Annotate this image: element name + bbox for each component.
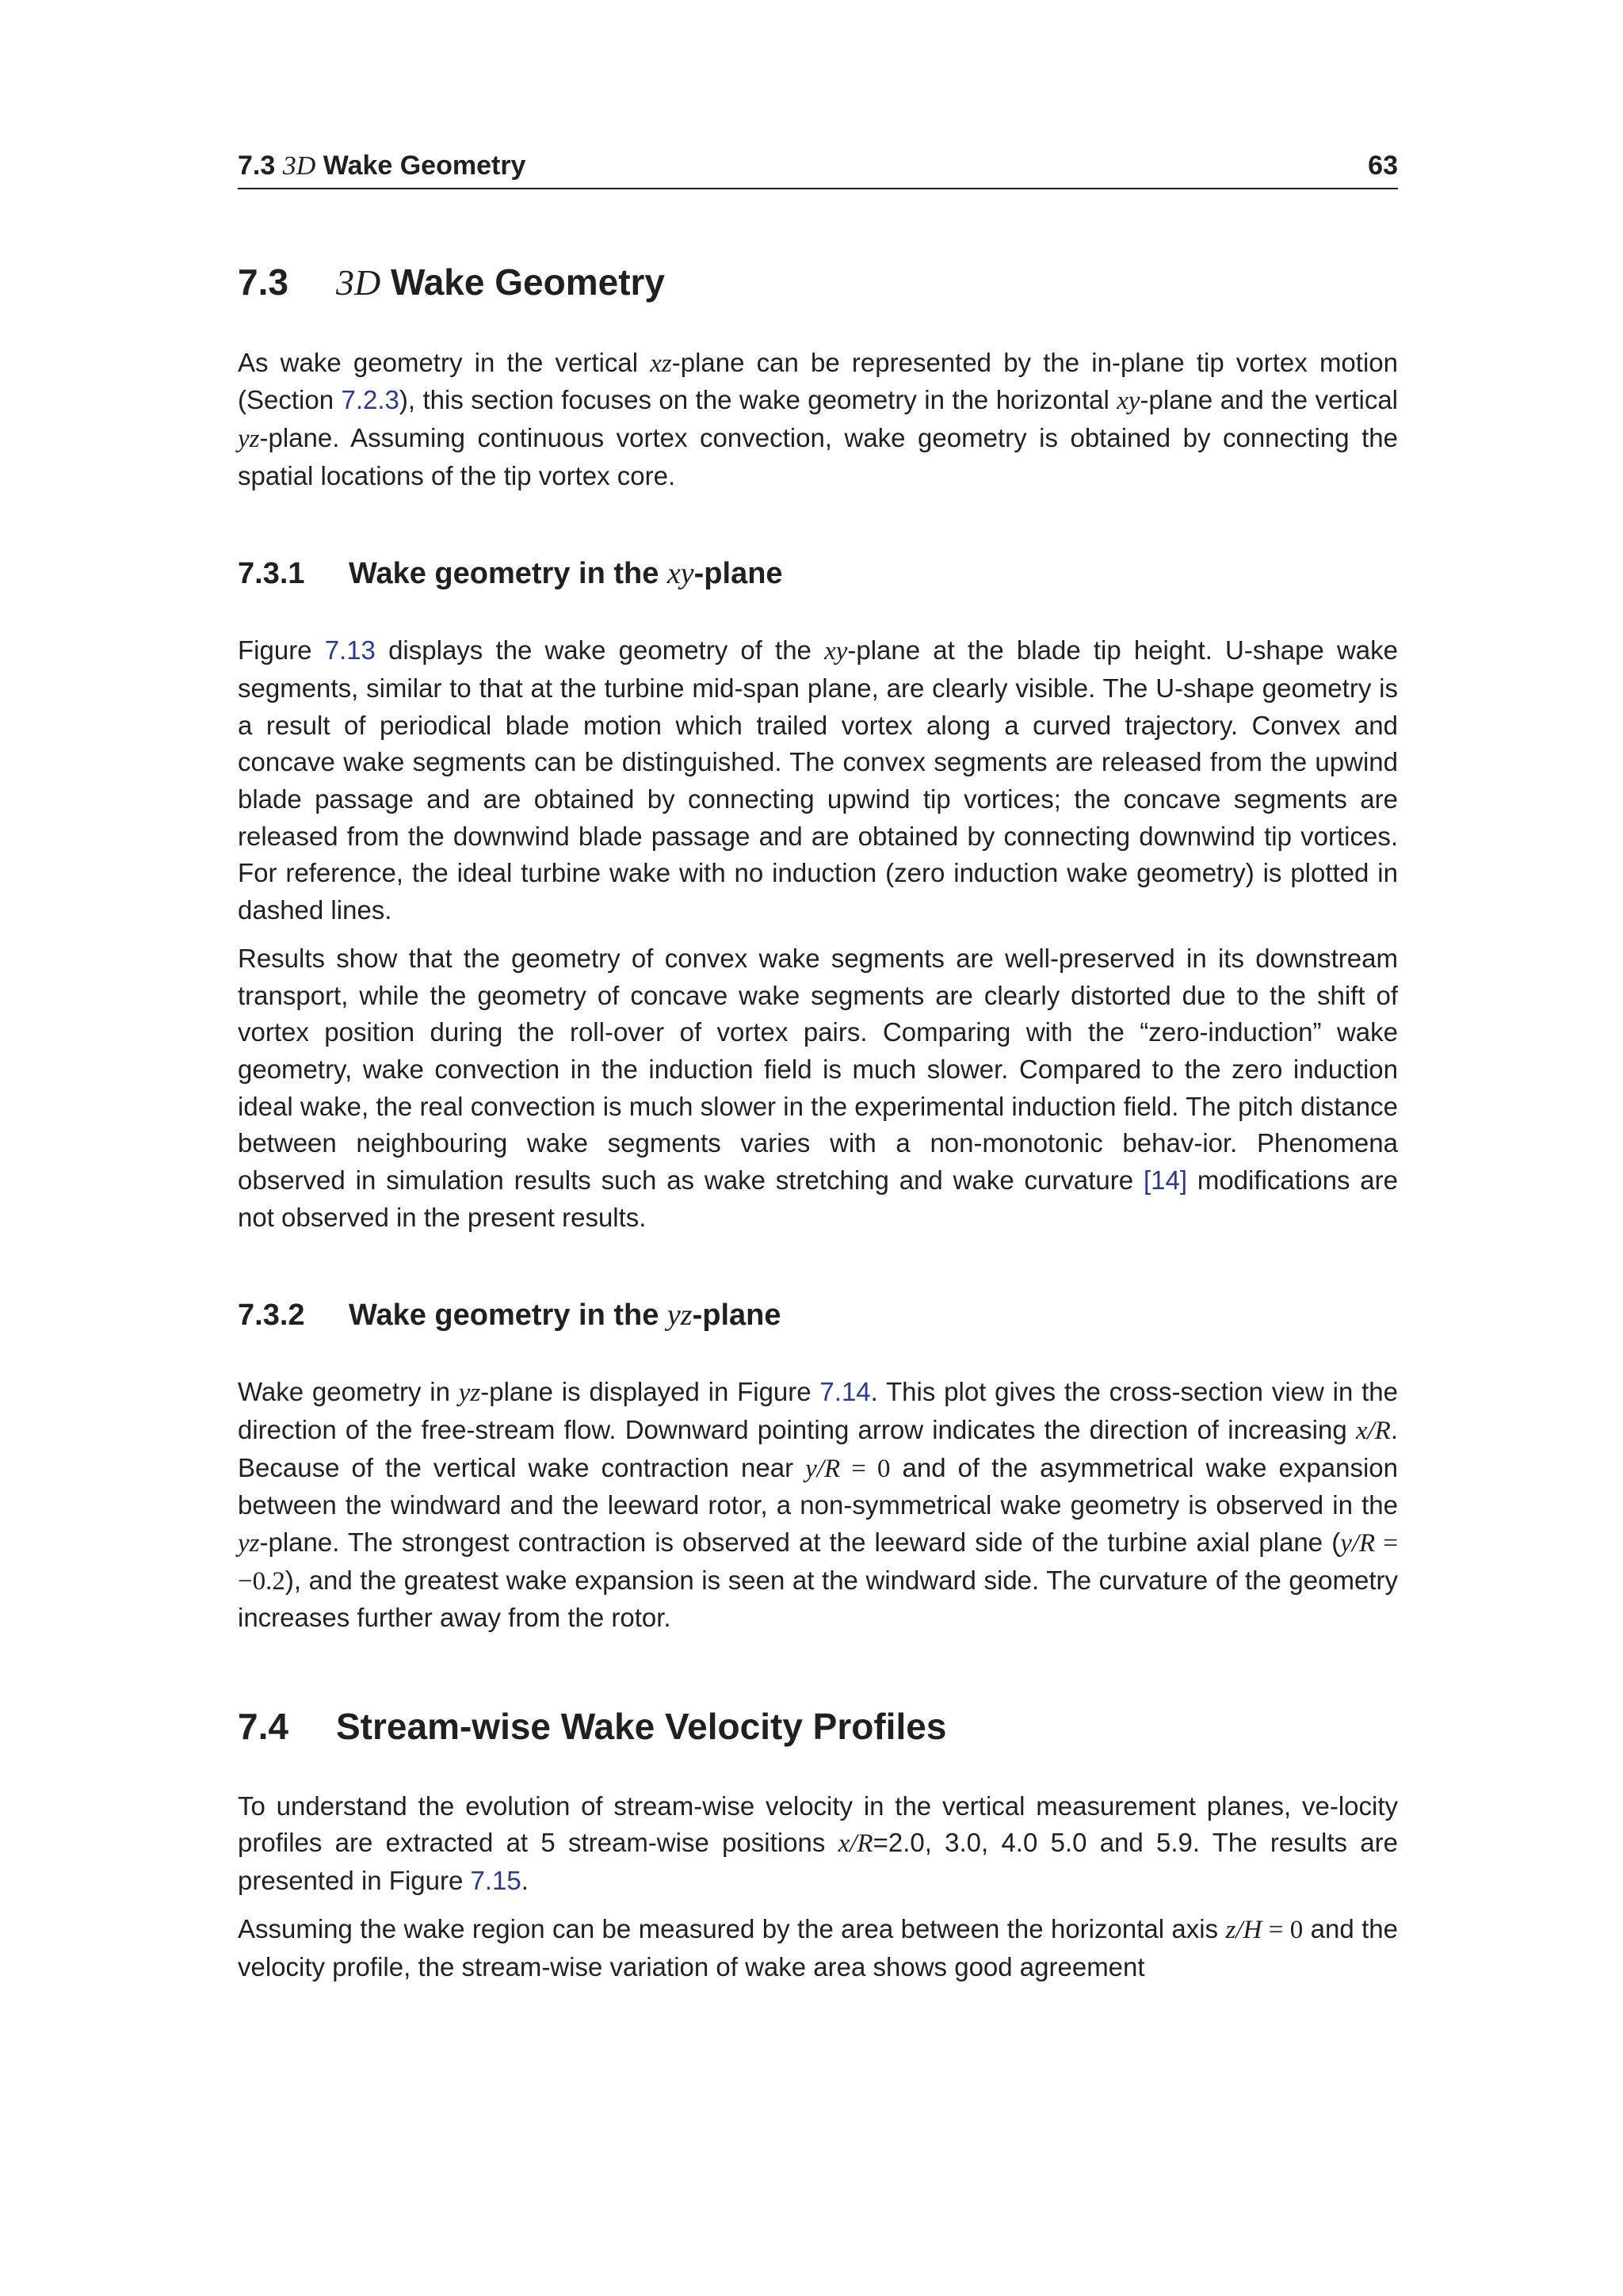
section-heading-7-3: 7.3 3D Wake Geometry <box>238 261 666 303</box>
subsection-heading-7-3-2: 7.3.2 Wake geometry in the yz-plane <box>238 1299 781 1333</box>
paragraph-7-3-2: Wake geometry in yz-plane is displayed in Figure 7.14. This plot gives the cross-section view in the direction of the free-stream flow. Downward pointing arrow indicates the direction of increasing x/R. Because of the vertical wake contraction near y/R = 0 and of the asymmetrical wake expansion between the windward and the leeward rotor, a non-symmetrical wake geometry is observed in the yz-plane. The strongest contraction is observed at the leeward side of the turbine axial plane (y/R = −0.2), and the greatest wake expansion is seen at the windward side. The curvature of the geometry increases further away from the rotor. <box>238 1377 1398 1633</box>
section-ref-link[interactable]: 7.2.3 <box>341 385 399 415</box>
citation-ref-link[interactable]: [14] <box>1143 1165 1187 1196</box>
paragraph-7-4-b: Assuming the wake region can be measured by the area between the horizontal axis z/H = 0 and the velocity profile, the stream-wise variation of wake area shows good agreement <box>238 1913 1398 1981</box>
paragraph-7-3-intro: As wake geometry in the vertical xz-plane can be represented by the in-plane tip vortex motion (Section 7.2.3), this section focuses on the wake geometry in the horizontal xy-plane and the vertical yz-plane. Assuming continuous vortex convection, wake geometry is obtained by connecting the spatial locations of the tip vortex core. <box>238 347 1399 490</box>
subsection-heading-7-3-1: 7.3.1 Wake geometry in the xy-plane <box>238 557 783 591</box>
figure-ref-link[interactable]: 7.15 <box>470 1866 521 1896</box>
running-head-title: 7.3 3D Wake Geometry <box>238 151 526 181</box>
paragraph-7-3-1-b: Results show that the geometry of convex wake segments are well-preserved in its downstream transport, while the geometry of concave wake segments are clearly distorted due to the shift of vortex position during the roll-over of vortex pairs. Comparing with the “zero-induction” wake geometry, wake convection in the induction field is much slower. Compared to the zero induction ideal wake, the real convection is much slower in the experimental induction field. The pitch distance between neighbouring wake segments varies with a non-monotonic behav-ior. Phenomena observed in simulation results such as wake stretching and wake curvature [14] modifications are not observed in the present results. <box>238 943 1398 1232</box>
page <box>238 151 1398 1985</box>
section-heading-7-4: 7.4 Stream-wise Wake Velocity Profiles <box>238 1706 947 1748</box>
paragraph-7-3-1-a: Figure 7.13 displays the wake geometry of the xy-plane at the blade tip height. U-shape wake segments, similar to that at the turbine mid-span plane, are clearly visible. The U-shape geometry is a result of periodical blade motion which trailed vortex along a curved trajectory. Convex and concave wake segments can be distinguished. The convex segments are released from the upwind blade passage and are obtained by connecting upwind tip vortices; the concave segments are released from the downwind blade passage and are obtained by connecting downwind tip vortices. For reference, the ideal turbine wake with no induction (zero induction wake geometry) is plotted in dashed lines. <box>238 635 1398 925</box>
figure-ref-link[interactable]: 7.14 <box>819 1377 871 1407</box>
running-head <box>238 151 1398 189</box>
paragraph-7-4-a: To understand the evolution of stream-wise velocity in the vertical measurement planes, ve-locity profiles are extracted at 5 stream-wise positions x/R=2.0, 3.0, 4.0 5.0 and 5.9. The results are presented in Figure 7.15. <box>238 1791 1398 1896</box>
page-number: 63 <box>1368 151 1398 181</box>
figure-ref-link[interactable]: 7.13 <box>324 635 376 666</box>
